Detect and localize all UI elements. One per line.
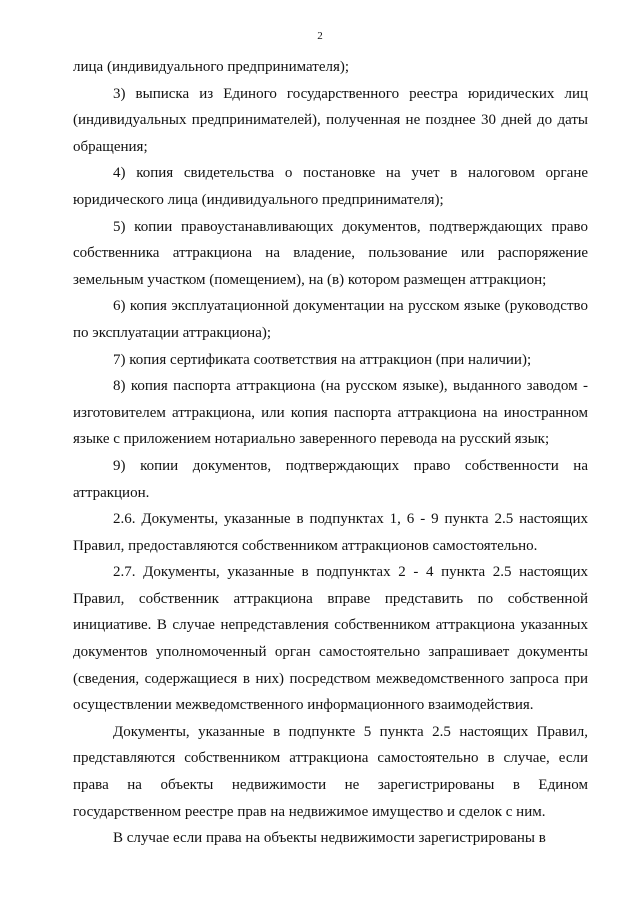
page-number: 2 bbox=[317, 30, 323, 42]
paragraph-registered-rights: В случае если права на объекты недвижимости зарегистрированы в bbox=[113, 830, 546, 847]
paragraph-2-6: 2.6. Документы, указанные в подпунктах 1, 6 - 9 пункта 2.5 настоящих Правил, предоставляются собственником аттракционов самостоятельно. bbox=[73, 511, 588, 554]
paragraph-item-5: 5) копии правоустанавливающих документов, подтверждающих право собственника аттракциона на владение, пользование или распоряжение земельным участком (помещением), на (в) котором размещен аттракцион; bbox=[73, 218, 588, 288]
paragraph-continuation: лица (индивидуального предпринимателя); bbox=[73, 59, 350, 75]
paragraph-2-7: 2.7. Документы, указанные в подпунктах 2 - 4 пункта 2.5 настоящих Правил, собственник аттракциона вправе представить по собственной инициативе. В случае непредставления собственником аттракциона указанных документов уполномоченный орган самостоятельно запрашивает документы (сведения, содержащиеся в них) посредством межведомственного запроса при осуществлении межведомственного информационного взаимодействия. bbox=[73, 564, 588, 714]
paragraph-item-9: 9) копии документов, подтверждающих право собственности на аттракцион. bbox=[73, 457, 588, 501]
paragraph-item-3: 3) выписка из Единого государственного реестра юридических лиц (индивидуальных предпринимателей), полученная не позднее 30 дней до даты обращения; bbox=[73, 85, 588, 155]
paragraph-item-4: 4) копия свидетельства о постановке на учет в налоговом органе юридического лица (индивидуального предпринимателя); bbox=[73, 165, 588, 208]
paragraph-item-6: 6) копия эксплуатационной документации на русском языке (руководство по эксплуатации аттракциона); bbox=[73, 298, 588, 341]
paragraph-item-7: 7) копия сертификата соответствия на аттракцион (при наличии); bbox=[113, 351, 532, 368]
paragraph-item-8: 8) копия паспорта аттракциона (на русском языке), выданного заводом - изготовителем аттракциона, или копия паспорта аттракциона на иностранном языке с приложением нотариально заверенного перевода на русский язык; bbox=[73, 378, 588, 448]
document-body bbox=[73, 54, 588, 852]
paragraph-documents-subitem-5: Документы, указанные в подпункте 5 пункта 2.5 настоящих Правил, представляются собственником аттракциона самостоятельно в случае, если права на объекты недвижимости не зарегистрированы в Едином государственном реестре прав на недвижимое имущество и сделок с ним. bbox=[73, 723, 588, 820]
